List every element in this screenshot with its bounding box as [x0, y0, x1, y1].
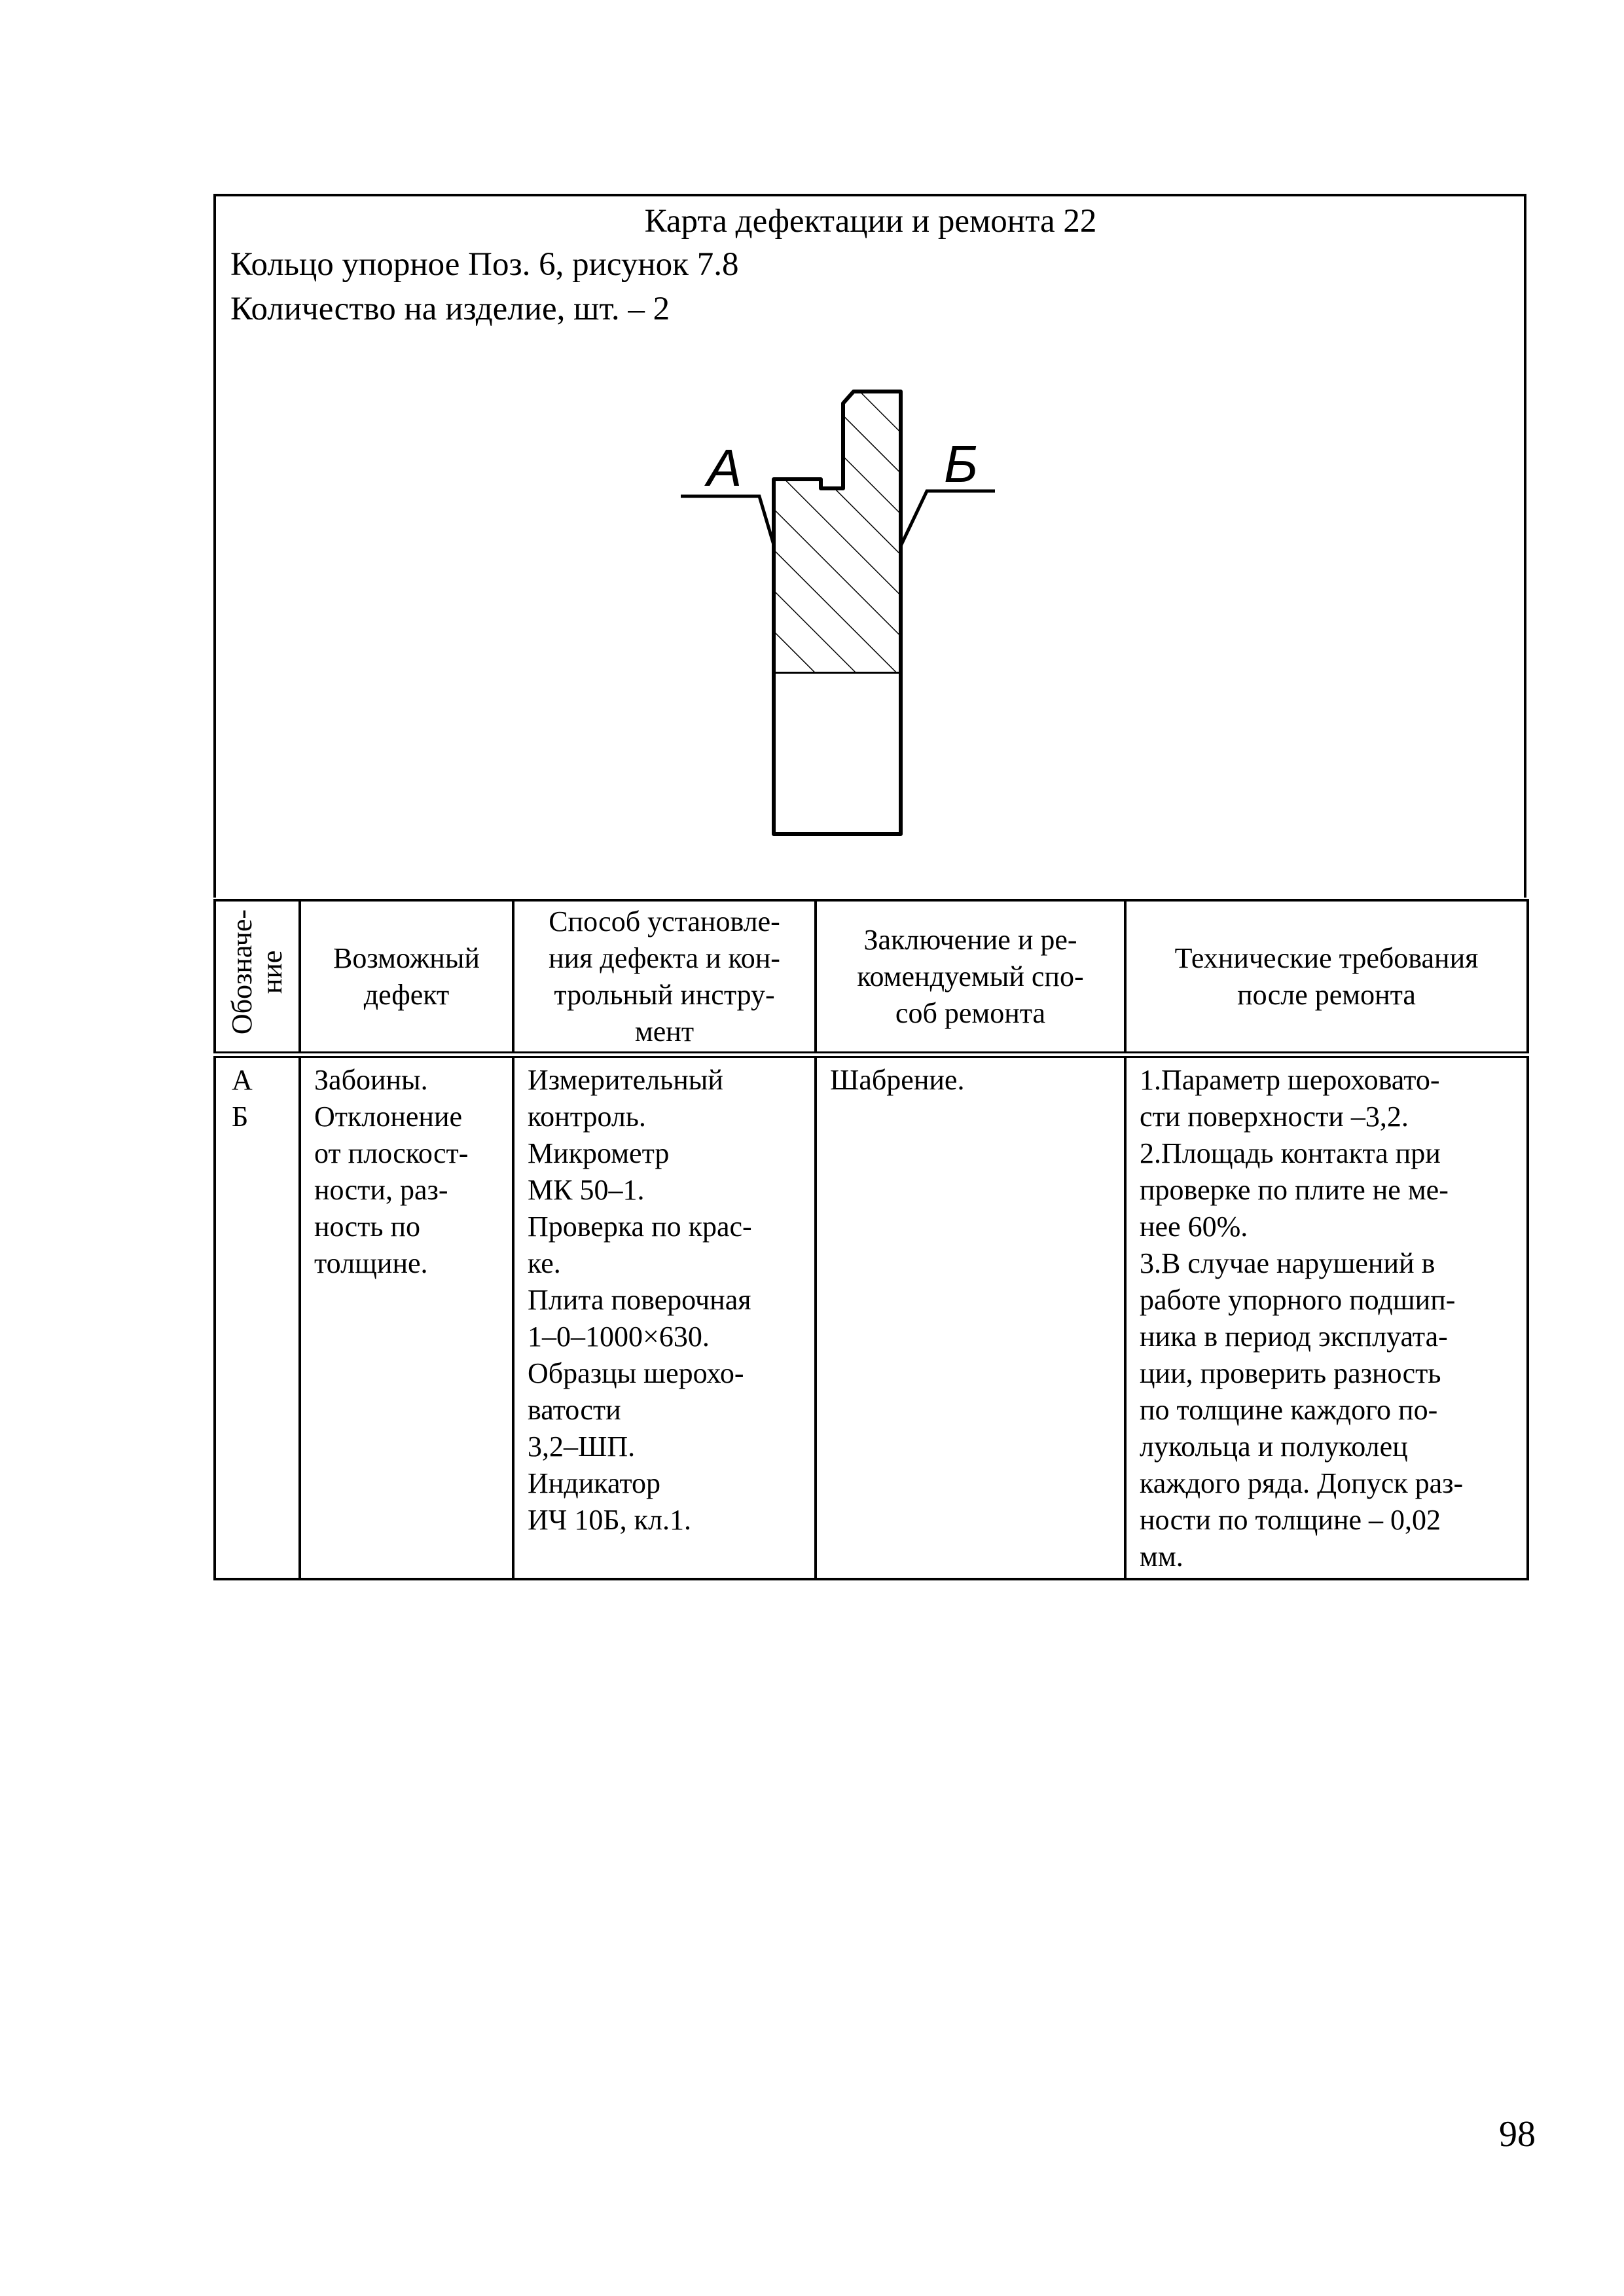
- leader-a: [681, 496, 774, 545]
- cell-method-text: Измерительный контроль. Микрометр МК 50–1. Проверка по крас- ке. Плита поверочная 1–0–1000×630. Образцы шерохо- ватости 3,2–ШП. Индикатор ИЧ 10Б, кл.1.: [528, 1064, 752, 1536]
- cell-conclusion: [816, 1055, 1125, 1579]
- cell-defect-text: Забоины. Отклонение от плоскост- ности, раз- ность по толщине.: [314, 1064, 469, 1279]
- header-designation: [215, 900, 300, 1055]
- part-name: Кольцо упорное Поз. 6, рисунок 7.8: [230, 246, 739, 283]
- header-defect-text: Возможный дефект: [333, 941, 480, 1011]
- part-drawing: [609, 380, 1329, 903]
- ring-section-hatched: [774, 392, 901, 674]
- card-title: Карта дефектации и ремонта 22: [644, 203, 1097, 240]
- header-method: [513, 900, 816, 1055]
- table-row: [215, 1055, 1528, 1579]
- header-designation-text: Обозначе- ние: [226, 909, 288, 1035]
- ring-section-plain: [774, 674, 901, 834]
- page-number: 98: [1499, 2114, 1536, 2155]
- defect-table: [213, 899, 1529, 1580]
- hatched-section: [970, 380, 1097, 671]
- quantity-line: Количество на изделие, шт. – 2: [230, 291, 670, 327]
- label-a: А: [707, 439, 742, 497]
- cell-method: [513, 1055, 816, 1579]
- table-header-row: [215, 900, 1528, 1055]
- header-defect: [300, 900, 513, 1055]
- header-conclusion: [816, 900, 1125, 1055]
- cell-defect: [300, 1055, 513, 1579]
- header-conclusion-text: Заключение и ре- комендуемый спо- соб ремонта: [857, 923, 1084, 1029]
- cell-requirements-text: 1.Параметр шероховато- сти поверхности –3,2. 2.Площадь контакта при проверке по плите не ме- нее 60%. 3.В случае нарушений в работе упорного подшип- ника в период эксплуата- ции, проверить разность по толщине каждого по- лукольца и полуколец каждого ряда. Допуск раз- ности по толщине – 0,02 мм.: [1140, 1064, 1464, 1573]
- header-method-text: Способ установле- ния дефекта и кон- трольный инстру- мент: [549, 905, 780, 1048]
- card-header: [213, 194, 1526, 898]
- cell-designation: [215, 1055, 300, 1579]
- cell-conclusion-text: Шабрение.: [830, 1064, 965, 1096]
- defect-card: [213, 194, 1526, 1590]
- header-requirements-text: Технические требования после ремонта: [1174, 941, 1479, 1011]
- header-requirements: [1125, 900, 1528, 1055]
- leader-b: [901, 491, 995, 546]
- label-b: Б: [944, 435, 979, 493]
- cell-requirements: [1125, 1055, 1528, 1579]
- cell-designation-text: А Б: [232, 1064, 253, 1133]
